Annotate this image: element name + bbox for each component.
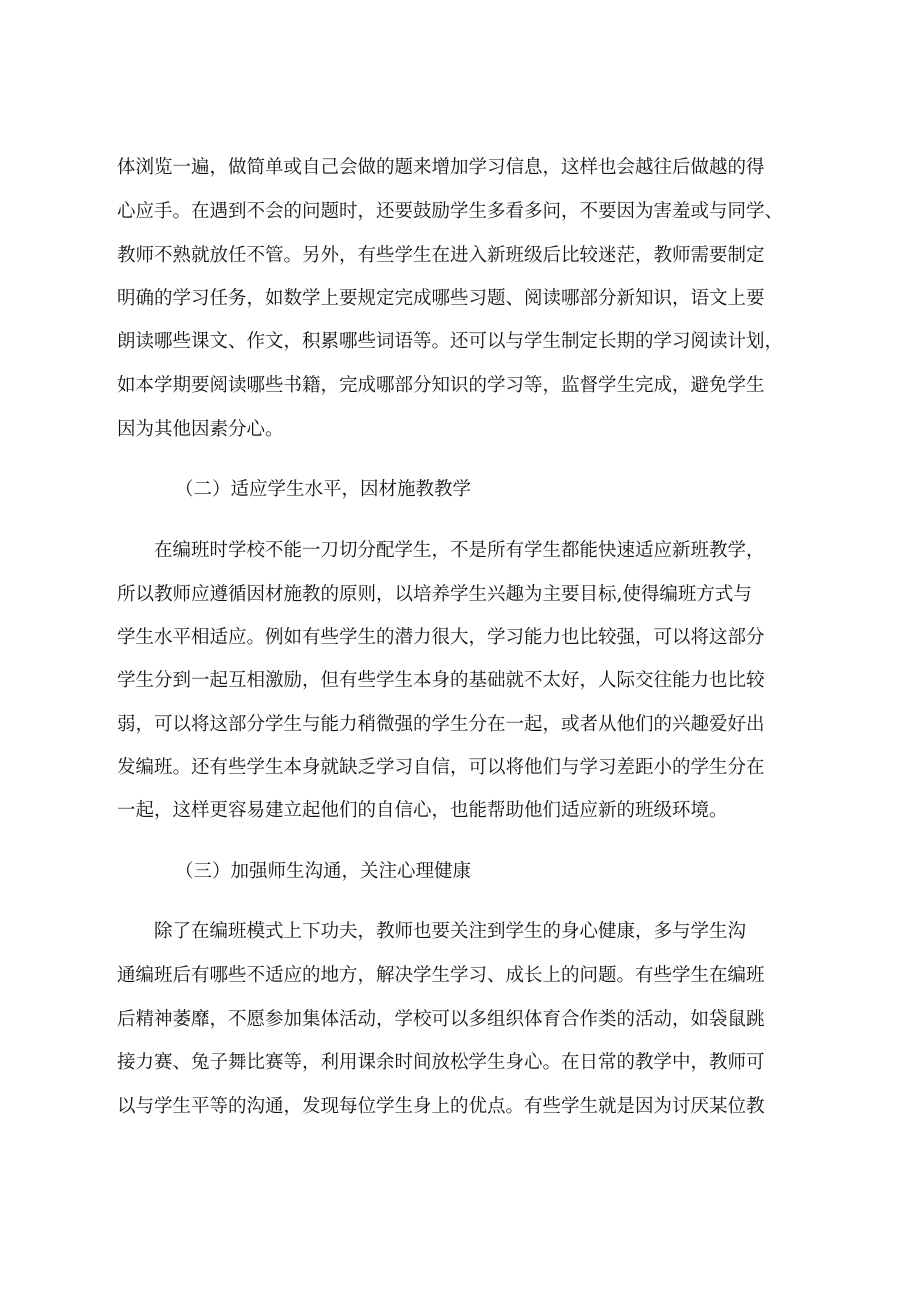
paragraph-3-line-5: 以与学生平等的沟通，发现每位学生身上的优点。有些学生就是因为讨厌某位教	[117, 1096, 765, 1117]
section-heading-3: （三）加强师生沟通，关注心理健康	[175, 861, 472, 882]
paragraph-1-line-6: 如本学期要阅读哪些书籍，完成哪部分知识的学习等，监督学生完成，避免学生	[117, 375, 765, 396]
paragraph-3-line-3: 后精神萎靡，不愿参加集体活动，学校可以多组织体育合作类的活动，如袋鼠跳	[117, 1009, 765, 1030]
paragraph-2-line-3: 学生水平相适应。例如有些学生的潜力很大，学习能力也比较强，可以将这部分	[117, 627, 765, 648]
paragraph-1-line-7: 因为其他因素分心。	[117, 419, 284, 440]
paragraph-1-line-1: 体浏览一遍，做简单或自己会做的题来增加学习信息，这样也会越往后做越的得	[117, 157, 765, 178]
paragraph-3-line-4: 接力赛、兔子舞比赛等，利用课余时间放松学生身心。在日常的教学中，教师可	[117, 1052, 765, 1073]
paragraph-1-line-2: 心应手。在遇到不会的问题时，还要鼓励学生多看多问，不要因为害羞或与同学、	[117, 201, 784, 222]
paragraph-3-line-2: 通编班后有哪些不适应的地方，解决学生学习、成长上的问题。有些学生在编班	[117, 965, 765, 986]
section-heading-2: （二）适应学生水平，因材施教教学	[175, 479, 472, 500]
paragraph-2-line-4: 学生分到一起互相激励，但有些学生本身的基础就不太好，人际交往能力也比较	[117, 670, 765, 691]
paragraph-2-line-2: 所以教师应遵循因材施教的原则，以培养学生兴趣为主要目标,使得编班方式与	[117, 584, 752, 605]
paragraph-2-line-5: 弱，可以将这部分学生与能力稍微强的学生分在一起，或者从他们的兴趣爱好出	[117, 714, 765, 735]
paragraph-1-line-4: 明确的学习任务，如数学上要规定完成哪些习题、阅读哪部分新知识，语文上要	[117, 288, 765, 309]
paragraph-2-line-1: 在编班时学校不能一刀切分配学生，不是所有学生都能快速适应新班教学，	[154, 540, 765, 561]
paragraph-2-line-7: 一起，这样更容易建立起他们的自信心，也能帮助他们适应新的班级环境。	[117, 800, 728, 821]
paragraph-1-line-5: 朗读哪些课文、作文，积累哪些词语等。还可以与学生制定长期的学习阅读计划，	[117, 331, 784, 352]
paragraph-1-line-3: 教师不熟就放任不管。另外，有些学生在进入新班级后比较迷茫，教师需要制定	[117, 245, 765, 266]
paragraph-3-line-1: 除了在编班模式上下功夫，教师也要关注到学生的身心健康，多与学生沟	[154, 921, 747, 942]
paragraph-2-line-6: 发编班。还有些学生本身就缺乏学习自信，可以将他们与学习差距小的学生分在	[117, 757, 765, 778]
